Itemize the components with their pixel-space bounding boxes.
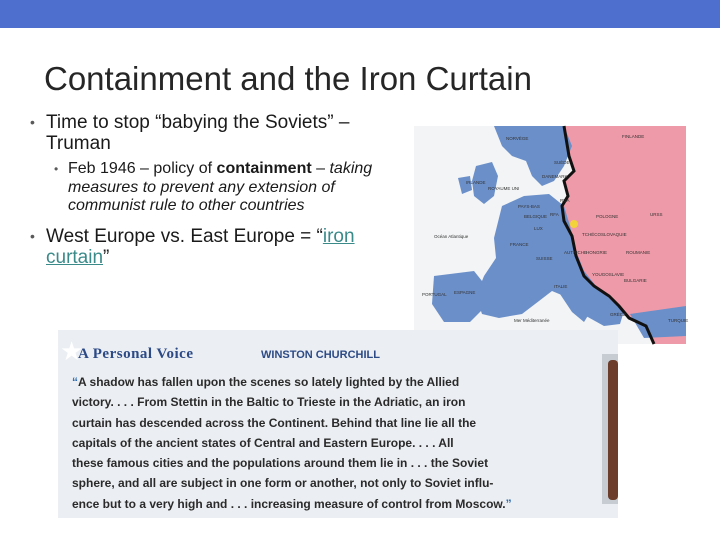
map-label: TURQUIE xyxy=(668,318,689,323)
open-quote-mark: “ xyxy=(72,375,78,389)
map-label: LUX xyxy=(534,226,543,231)
churchill-quote xyxy=(72,372,592,514)
map-label: PAYS-BAS xyxy=(518,204,540,209)
quote-line: capitals of the ancient states of Central and Eastern Europe. . . . All xyxy=(72,435,454,450)
map-label: NORVÈGE xyxy=(506,136,529,141)
map-label: POLOGNE xyxy=(596,214,619,219)
bullet-suffix: ” xyxy=(103,246,110,268)
map-label: ESPAGNE xyxy=(454,290,476,295)
map-label: SUÈDE xyxy=(554,160,570,165)
bullet-prefix: West Europe vs. East Europe = “ xyxy=(46,225,323,247)
personal-voice-box xyxy=(58,330,618,518)
map-label: TCHÉCOSLOVAQUIE xyxy=(582,232,627,237)
quote-line: victory. . . . From Stettin in the Baltic to Trieste in the Adriatic, an iron xyxy=(72,395,466,410)
bullet-iron-curtain xyxy=(28,226,408,268)
sub-bullet-prefix: Feb 1946 – policy of xyxy=(68,160,217,177)
europe-cold-war-map xyxy=(414,126,689,344)
iron-curtain-link[interactable]: iron curtain xyxy=(46,225,355,268)
map-label: FRANCE xyxy=(510,242,529,247)
containment-term: containment xyxy=(216,160,312,177)
quote-line: these famous cities and the populations around them lie in . . . the Soviet xyxy=(72,456,489,471)
map-label: ROYAUME UNI xyxy=(488,186,520,191)
map-label: FINLANDE xyxy=(622,134,645,139)
map-label: ITALIE xyxy=(554,284,568,289)
close-quote-mark: ” xyxy=(505,496,512,511)
bullet-truman xyxy=(28,112,408,154)
voice-heading: A Personal Voice xyxy=(78,346,194,362)
voice-author: WINSTON CHURCHILL xyxy=(261,349,380,361)
bullet-dot: • xyxy=(30,227,35,244)
map-label: BULGARIE xyxy=(624,278,647,283)
map-label: PORTUGAL xyxy=(422,292,447,297)
map-label: DANEMARK xyxy=(542,174,568,179)
top-accent-bar xyxy=(0,0,720,28)
quote-line: ence but to a very high and . . . increasing measure of control from Moscow.” xyxy=(72,496,512,511)
bullet-text: Time to stop “babying the Soviets” – Truman xyxy=(46,112,350,154)
map-label: AUTRICHE xyxy=(564,250,588,255)
quote-line: curtain has descended across the Continent. Behind that line lie all the xyxy=(72,415,477,430)
map-label: Mer Méditerranée xyxy=(514,318,550,323)
map-label: ROUMANIE xyxy=(626,250,651,255)
star-icon: ★ xyxy=(60,336,84,366)
containment-definition: taking measures to prevent any extension of communist rule to other countries xyxy=(68,160,373,214)
slide-title: Containment and the Iron Curtain xyxy=(44,60,532,97)
map-label: Océan Atlantique xyxy=(434,234,469,239)
map-label: GRÈCE xyxy=(610,312,627,317)
map-label: RDA xyxy=(560,198,570,203)
bullet-dot: • xyxy=(54,162,59,176)
map-label: URSS xyxy=(650,212,663,217)
map-label: HONGRIE xyxy=(586,250,608,255)
quote-line: “A shadow has fallen upon the scenes so lately lighted by the Allied xyxy=(72,375,460,389)
bullet-list xyxy=(28,112,408,268)
map-label: YOUGOSLAVIE xyxy=(592,272,625,277)
quote-line: sphere, and all are subject in one form or another, not only to Soviet influ- xyxy=(72,476,494,491)
sub-bullet-dash: – xyxy=(311,160,330,177)
bullet-dot: • xyxy=(30,114,35,130)
decor-stripe xyxy=(608,360,618,500)
map-label: SUISSE xyxy=(536,256,553,261)
map-label: RFA xyxy=(550,212,559,217)
map-label: IRLANDE xyxy=(466,180,486,185)
sub-bullet-containment xyxy=(28,160,408,216)
map-label: BELGIQUE xyxy=(524,214,548,219)
